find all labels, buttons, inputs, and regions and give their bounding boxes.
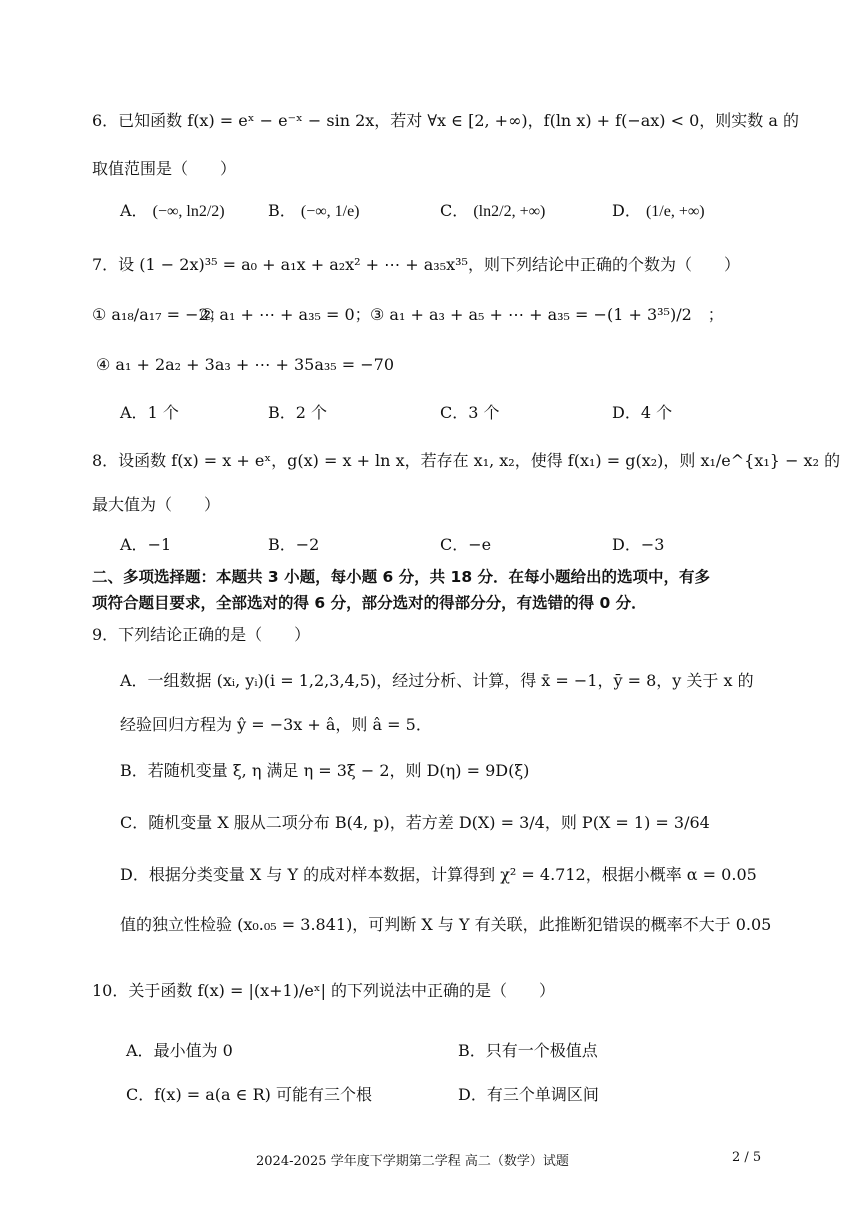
- q9-option-b: B．若随机变量 ξ, η 满足 η = 3ξ − 2，则 D(η) = 9D(ξ): [120, 761, 530, 780]
- q6-stem-line2: 取值范围是（ ）: [92, 159, 237, 178]
- option-label: D．: [458, 1085, 487, 1104]
- q10-option-b: [458, 1040, 598, 1062]
- section2-heading-line2: 项符合题目要求，全部选对的得 6 分，部分选对的得部分分，有选错的得 0 分．: [92, 594, 647, 612]
- q7-option-c: [440, 402, 500, 424]
- option-text: −2: [295, 535, 320, 554]
- option-label: D．: [612, 403, 641, 422]
- section2-heading-line1: 二、多项选择题：本题共 3 小题，每小题 6 分，共 18 分．在每小题给出的选项中，有多: [92, 568, 711, 586]
- option-text: 3 个: [468, 403, 500, 422]
- q7-statement-1: ① a₁₈/a₁₇ = −2；: [92, 305, 225, 324]
- q10-option-c: [126, 1084, 372, 1106]
- option-text: −e: [468, 535, 492, 554]
- option-label: C．: [440, 535, 469, 554]
- q7-statement-3: ③ a₁ + a₃ + a₅ + ⋯ + a₃₅ = −(1 + 3³⁵)/2 ；: [370, 305, 724, 324]
- q9-option-d-line1: D．根据分类变量 X 与 Y 的成对样本数据，计算得到 χ² = 4.712，根据小概率 α = 0.05: [120, 865, 757, 884]
- option-text: (−∞, ln2/2): [152, 203, 225, 220]
- option-label: C．: [440, 201, 469, 220]
- q8-option-c: [440, 534, 491, 556]
- q8-option-b: [268, 534, 319, 556]
- q10-option-a: [126, 1040, 233, 1062]
- page-number: 2 / 5: [732, 1150, 762, 1165]
- option-text: (ln2/2, +∞): [473, 203, 546, 220]
- q9-option-d-line2: 值的独立性检验 (x₀.₀₅ = 3.841)，可判断 X 与 Y 有关联，此推断犯错误的概率不大于 0.05: [120, 915, 772, 934]
- q9-option-a-line2: 经验回归方程为 ŷ = −3x + â，则 â = 5．: [120, 715, 432, 734]
- option-text: −1: [147, 535, 172, 554]
- q6-option-d: [612, 200, 705, 223]
- option-text: f(x) = a(a ∈ R) 可能有三个根: [154, 1085, 372, 1104]
- q6-stem-line1: [92, 110, 799, 132]
- q7-stem: 7．设 (1 − 2x)³⁵ = a₀ + a₁x + a₂x² + ⋯ + a₃₅x³⁵，则下列结论中正确的个数为（ ）: [92, 255, 740, 274]
- q8-stem-line2: 最大值为（ ）: [92, 495, 221, 514]
- q9-stem: 9．下列结论正确的是（ ）: [92, 625, 311, 644]
- q9-option-c: C．随机变量 X 服从二项分布 B(4, p)，若方差 D(X) = 3/4，则 P(X = 1) = 3/64: [120, 813, 710, 832]
- q8-option-a: [120, 534, 171, 556]
- q8-option-d: [612, 534, 664, 556]
- option-text: 只有一个极值点: [485, 1041, 598, 1060]
- option-text: 有三个单调区间: [486, 1085, 599, 1104]
- option-label: A．: [126, 1041, 154, 1060]
- option-label: A．: [120, 403, 148, 422]
- option-text: 最小值为 0: [153, 1041, 233, 1060]
- q7-statement-2: ② a₁ + ⋯ + a₃₅ = 0；: [200, 305, 371, 324]
- q10-option-d: [458, 1084, 599, 1106]
- q6-stem-text: 6．已知函数 f(x) = eˣ − e⁻ˣ − sin 2x，若对 ∀x ∈ [2, +∞)，f(ln x) + f(−ax) < 0，则实数 a 的: [92, 111, 800, 130]
- option-label: B．: [268, 535, 296, 554]
- q7-option-b: [268, 402, 327, 424]
- option-text: 4 个: [640, 403, 673, 422]
- q6-option-c: [440, 200, 545, 223]
- option-text: 2 个: [295, 403, 328, 422]
- q10-stem: 10．关于函数 f(x) = |(x+1)/eˣ| 的下列说法中正确的是（ ）: [92, 981, 556, 1000]
- q7-option-d: [612, 402, 672, 424]
- option-label: B．: [268, 403, 296, 422]
- option-text: (1/e, +∞): [645, 203, 705, 220]
- option-label: C．: [126, 1085, 155, 1104]
- q7-statement-4: ④ a₁ + 2a₂ + 3a₃ + ⋯ + 35a₃₅ = −70: [96, 355, 395, 374]
- option-label: D．: [612, 535, 641, 554]
- q9-option-a-line1: A．一组数据 (xᵢ, yᵢ)(i = 1,2,3,4,5)，经过分析、计算，得 x̄ = −1，ȳ = 8，y 关于 x 的: [120, 671, 754, 690]
- option-label: A．: [120, 535, 148, 554]
- option-label: C．: [440, 403, 469, 422]
- option-text: −3: [640, 535, 665, 554]
- q6-option-b: [268, 200, 360, 223]
- option-text: (−∞, 1/e): [300, 203, 360, 220]
- option-label: D．: [612, 201, 641, 220]
- q8-stem-line1: 8．设函数 f(x) = x + eˣ，g(x) = x + ln x，若存在 x₁, x₂，使得 f(x₁) = g(x₂)，则 x₁/e^{x₁} − x₂ 的: [92, 451, 841, 470]
- option-label: A．: [120, 201, 148, 220]
- footer-title: 2024-2025 学年度下学期第二学程 高二（数学）试题: [256, 1154, 569, 1169]
- q7-option-a: [120, 402, 179, 424]
- option-label: B．: [268, 201, 296, 220]
- q6-option-a: [120, 200, 225, 223]
- option-text: 1 个: [147, 403, 179, 422]
- option-label: B．: [458, 1041, 486, 1060]
